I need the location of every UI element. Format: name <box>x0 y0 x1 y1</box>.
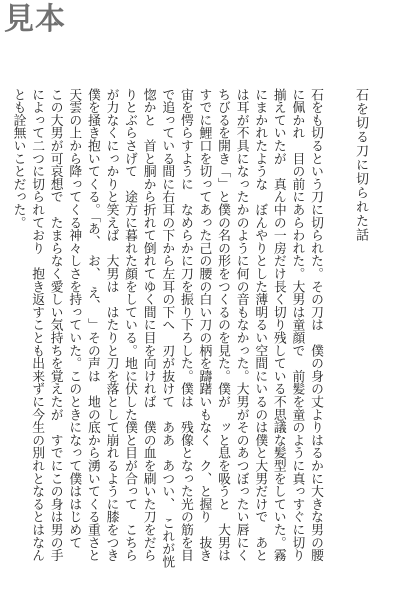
story-title: 石を切る刀に切られた話 <box>353 88 368 242</box>
story-paragraph: 石をも切るという刀に切られた。その刀は 僕の身の丈よりはるかに大きな男の腰に佩かれ 目の前にあらわれた。大男は童顔で 前髪を童のように真っすぐに切り揃えていたが 真ん中の一房だけ長く切り残している不思議な髪型をしていた。霧にまかれたような ぼんやりとした薄明るい空間にいるのは僕と大男だけで あとは耳が不具になったかのように何の音もなかった。大男がそのあつぼったい唇にくちびるを開き「」と僕の名の形をつくるのを見た。僕が ッと息を吸うと 大男はすでに鯉口を切ってあった己の腰の白い刀の柄を躊躇いもなく ク、と握り 抜き 宙を愕らすように なめらかに刀を振り下ろした。僕は 残像となった光の筋を目で追っている間に右耳の下から左耳の下へ 刃が抜けて ああ あつい、 これが恍惚かと 首と胴から折れて倒れてゆく間に目を向ければ 僕の血を刷いた刀をだらりとぶらさげて 途方に暮れた顔をしている。地に伏した僕と目が合って こちらが力なくにっかりと笑えば 大男は はたりと刀を落として崩れるように膝をつき 僕を掻き抱いてくる。「あ、 お、 え、 」その声は 地の底から湧いてくる重さと 天雲の上から降ってくる神々しさを持っていた。このときになって僕ははじめて この大男が可哀想で たまらなく愛しい気持ちを覚えたが すでにこの身は男の手によって二つに切られており 抱き返すことも出来ずに今生の別れとなるとはなんとも詮無いことだった。 <box>10 88 323 575</box>
story-body <box>10 88 324 575</box>
sample-watermark: 見本 <box>4 2 66 37</box>
